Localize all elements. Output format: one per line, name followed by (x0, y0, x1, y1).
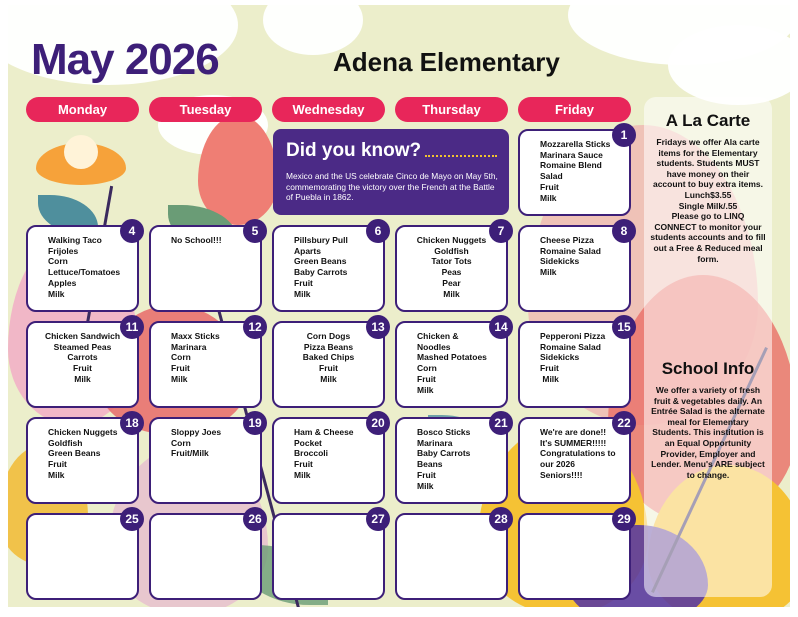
day-menu: No School!!! (171, 235, 222, 245)
day-cell-15 (518, 321, 631, 408)
day-menu: Corn Dogs Pizza Beans Baked Chips Fruit Milk (302, 331, 355, 384)
day-menu: Chicken & Noodles Mashed Potatoes Corn Fruit Milk (417, 331, 487, 395)
weekday-thursday: Thursday (395, 97, 508, 122)
school-name: Adena Elementary (333, 47, 560, 77)
day-cell-8 (518, 225, 631, 312)
day-cell-21 (395, 417, 508, 504)
weekday-tuesday: Tuesday (149, 97, 262, 122)
day-cell-25 (26, 513, 139, 600)
day-number: 8 (612, 219, 636, 243)
day-cell-22 (518, 417, 631, 504)
day-cell-14 (395, 321, 508, 408)
day-menu: Mozzarella Sticks Marinara Sauce Romaine Blend Salad Fruit Milk (540, 139, 611, 203)
school-info-heading: School Info (661, 359, 755, 378)
day-cell-19 (149, 417, 262, 504)
did-you-know-heading: Did you know? (286, 140, 422, 161)
day-number: 29 (612, 507, 636, 531)
day-menu: Cheese Pizza Romaine Salad Sidekicks Milk (540, 235, 601, 278)
day-number: 7 (489, 219, 513, 243)
day-cell-7 (395, 225, 508, 312)
weekday-wednesday: Wednesday (272, 97, 385, 122)
day-cell-26 (149, 513, 262, 600)
weekday-friday: Friday (518, 97, 631, 122)
day-number: 26 (243, 507, 267, 531)
day-cell-5 (149, 225, 262, 312)
day-cell-12 (149, 321, 262, 408)
day-number: 18 (120, 411, 144, 435)
school-info-text: We offer a variety of fresh fruit & vegetables daily. An Entrée Salad is the alternate meal for Elementary Students. This institution is an Equal Opportunity Provider, Employer and Lender. Menu's ARE subject to change. (651, 385, 765, 480)
month-title: May 2026 (31, 35, 219, 84)
day-number: 20 (366, 411, 390, 435)
day-number: 6 (366, 219, 390, 243)
day-menu: We're are done!! It's SUMMER!!!!! Congratulations to our 2026 Seniors!!!! (540, 427, 616, 480)
day-cell-1 (518, 129, 631, 216)
day-number: 12 (243, 315, 267, 339)
day-number: 13 (366, 315, 390, 339)
day-cell-6 (272, 225, 385, 312)
a-la-carte-text: Fridays we offer Ala carte items for the Elementary students. Students MUST have money on their account to buy extra items. Lunch$3.55 Single Milk/.55 Please go to LINQ CONNECT to monitor your students accounts and to fill out a Free & Reduced meal form. (650, 137, 766, 264)
day-menu: Pepperoni Pizza Romaine Salad Sidekicks Fruit Milk (540, 331, 606, 384)
day-menu: Walking Taco Frijoles Corn Lettuce/Tomatoes Apples Milk (48, 235, 121, 299)
day-number: 22 (612, 411, 636, 435)
day-menu: Chicken Nuggets Goldfish Green Beans Fruit Milk (48, 427, 118, 480)
day-menu: Chicken Nuggets Goldfish Tator Tots Peas Pear Milk (416, 235, 487, 299)
day-cell-13 (272, 321, 385, 408)
day-menu: Bosco Sticks Marinara Baby Carrots Beans Fruit Milk (417, 427, 471, 491)
day-cell-28 (395, 513, 508, 600)
day-cell-11 (26, 321, 139, 408)
day-menu: Ham & Cheese Pocket Broccoli Fruit Milk (294, 427, 354, 480)
weekday-monday: Monday (26, 97, 139, 122)
day-menu: Chicken Sandwich Steamed Peas Carrots Fruit Milk (44, 331, 121, 384)
day-menu: Maxx Sticks Marinara Corn Fruit Milk (171, 331, 220, 384)
did-you-know-box (273, 129, 509, 215)
day-number: 28 (489, 507, 513, 531)
day-number: 15 (612, 315, 636, 339)
flower-orange (36, 133, 126, 193)
day-cell-20 (272, 417, 385, 504)
day-number: 25 (120, 507, 144, 531)
day-menu: Pillsbury Pull Aparts Green Beans Baby Carrots Fruit Milk (294, 235, 348, 299)
did-you-know-text: Mexico and the US celebrate Cinco de Mayo on May 5th, commemorating the victory over the French at the Battle of Puebla in 1862. (286, 171, 498, 202)
info-panel (644, 97, 772, 597)
day-number: 11 (120, 315, 144, 339)
day-number: 27 (366, 507, 390, 531)
day-cell-18 (26, 417, 139, 504)
calendar-page (8, 5, 790, 607)
dotted-divider (425, 155, 497, 157)
day-number: 14 (489, 315, 513, 339)
day-cell-4 (26, 225, 139, 312)
day-number: 19 (243, 411, 267, 435)
day-number: 4 (120, 219, 144, 243)
day-menu: Sloppy Joes Corn Fruit/Milk (171, 427, 222, 459)
day-number: 1 (612, 123, 636, 147)
day-number: 5 (243, 219, 267, 243)
day-number: 21 (489, 411, 513, 435)
day-cell-29 (518, 513, 631, 600)
a-la-carte-heading: A La Carte (665, 111, 751, 130)
day-cell-27 (272, 513, 385, 600)
